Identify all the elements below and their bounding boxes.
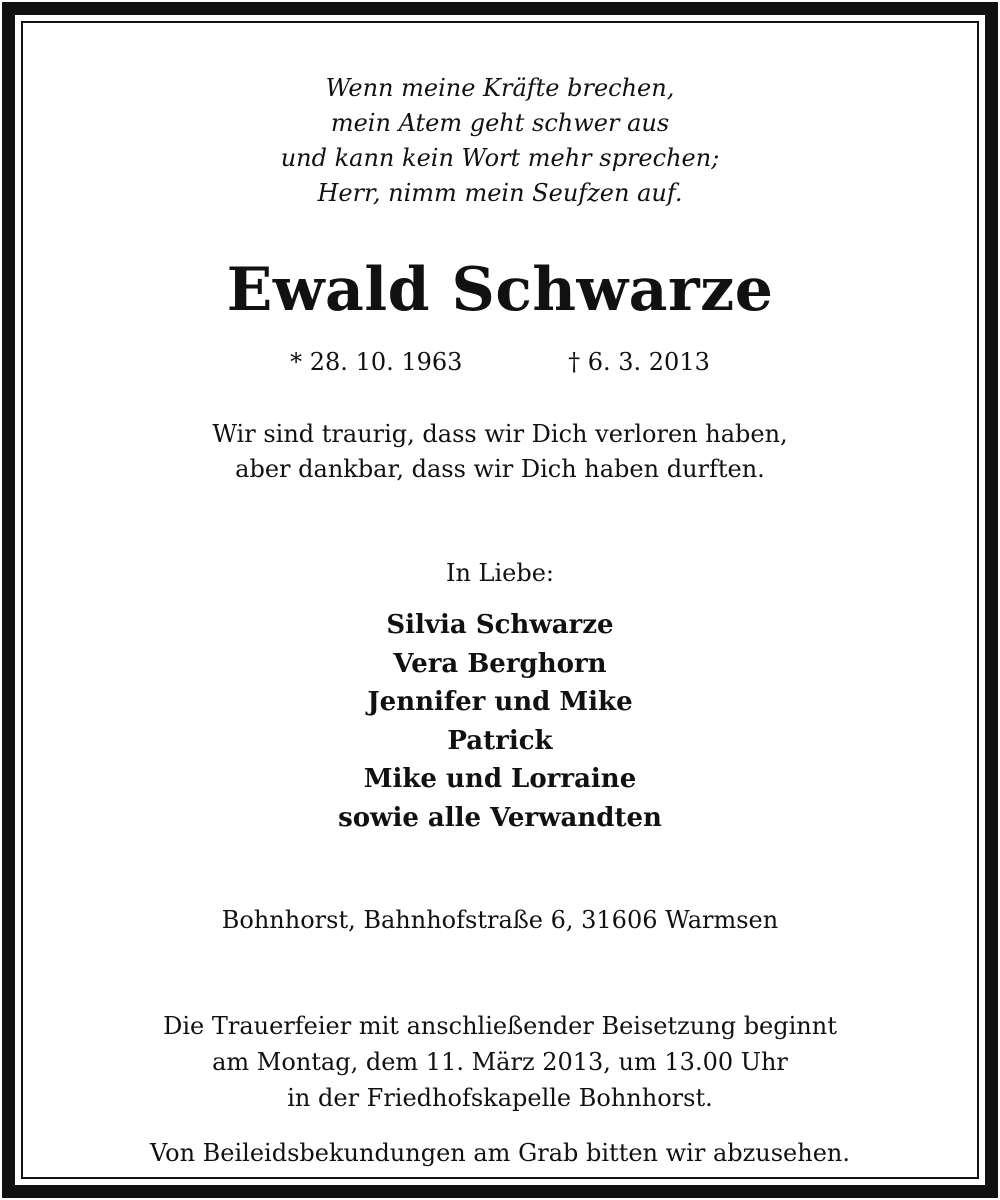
poem-line: mein Atem geht schwer aus <box>330 109 670 137</box>
birth-date: * 28. 10. 1963 <box>290 348 463 376</box>
funeral-info <box>23 1008 977 1116</box>
mourner-name: Patrick <box>447 725 553 756</box>
funeral-info-line: in der Friedhofskapelle Bohnhorst. <box>287 1084 713 1112</box>
poem-line: Herr, nimm mein Seufzen auf. <box>317 179 683 207</box>
quote-line: Wir sind traurig, dass wir Dich verloren haben, <box>212 420 788 448</box>
funeral-info-line: am Montag, dem 11. März 2013, um 13.00 Uhr <box>212 1048 788 1076</box>
mourner-name: Mike und Lorraine <box>363 764 637 794</box>
mourner-name: Vera Berghorn <box>393 648 607 679</box>
memorial-quote <box>23 417 977 487</box>
quote-line: aber dankbar, dass wir Dich haben durften. <box>235 455 765 483</box>
poem-line: Wenn meine Kräfte brechen, <box>325 74 675 102</box>
funeral-info-line: Die Trauerfeier mit anschließender Beisetzung beginnt <box>163 1012 837 1040</box>
death-date: † 6. 3. 2013 <box>568 348 710 376</box>
mourner-name: sowie alle Verwandten <box>338 802 662 833</box>
life-dates <box>23 345 977 379</box>
in-love-label: In Liebe: <box>445 559 555 587</box>
mourner-name: Jennifer und Mike <box>367 687 633 717</box>
deceased-name: Ewald Schwarze <box>226 255 774 325</box>
family-address: Bohnhorst, Bahnhofstraße 6, 31606 Warmsen <box>221 906 779 934</box>
poem-line: und kann kein Wort mehr sprechen; <box>280 144 720 172</box>
mourner-name: Silvia Schwarze <box>386 610 614 640</box>
poem-verse <box>23 71 977 211</box>
mourners-list <box>23 606 977 837</box>
condolence-note: Von Beileidsbekundungen am Grab bitten wir abzusehen. <box>150 1139 850 1167</box>
obituary-notice <box>23 23 977 1177</box>
